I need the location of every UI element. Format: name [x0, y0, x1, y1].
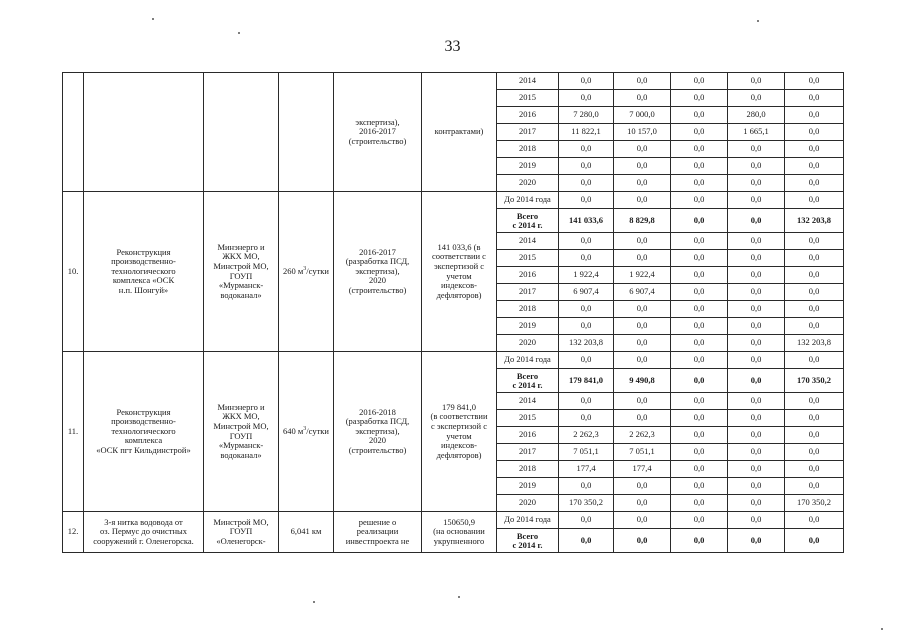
value-cell-col2: 8 829,8	[614, 209, 671, 233]
project-name-cell-line: комплекса	[124, 435, 163, 446]
scan-speck	[152, 18, 154, 20]
value-cell-col3: 0,0	[671, 512, 728, 529]
value-cell-col4: 0,0	[728, 335, 785, 352]
value-cell-col3: 0,0	[671, 318, 728, 335]
value-cell-col4: 0,0	[728, 233, 785, 250]
value-cell-col5: 0,0	[785, 529, 844, 553]
cost-basis-cell-line: 141 033,6 (в	[437, 241, 481, 252]
project-name-cell-line: технологического	[111, 425, 176, 436]
value-cell-col5: 0,0	[785, 73, 844, 90]
cost-basis-cell-line: 179 841,0	[442, 401, 476, 412]
value-cell-col5: 0,0	[785, 175, 844, 192]
year-cell: 2019	[497, 318, 559, 335]
implementation-stage-cell	[334, 73, 422, 192]
value-cell-col5: 0,0	[785, 141, 844, 158]
value-cell-col2: 0,0	[614, 495, 671, 512]
value-cell-col5: 132 203,8	[785, 335, 844, 352]
capacity-unit-exponent: 3	[303, 265, 307, 272]
value-cell-col3: 0,0	[671, 410, 728, 427]
responsible-org-cell-line: Минэнерго и	[217, 241, 265, 252]
cost-basis-cell-line: 150650,9	[443, 516, 475, 527]
cost-basis-cell-line: учетом	[446, 430, 472, 441]
capacity-unit-exponent: 3	[303, 425, 307, 432]
value-cell-col4: 0,0	[728, 369, 785, 393]
project-name-cell-line: 3-я нитка водовода от	[104, 516, 183, 527]
value-cell-col1: 0,0	[559, 250, 614, 267]
value-cell-col5: 132 203,8	[785, 209, 844, 233]
year-cell: 2014	[497, 233, 559, 250]
value-cell-col5: 0,0	[785, 233, 844, 250]
value-cell-col5: 0,0	[785, 90, 844, 107]
implementation-stage-cell-line: (строительство)	[348, 444, 407, 455]
value-cell-col2: 0,0	[614, 250, 671, 267]
value-cell-col4: 1 665,1	[728, 124, 785, 141]
cost-basis-cell-line: укрупненного	[433, 535, 485, 546]
value-cell-col2: 0,0	[614, 512, 671, 529]
value-cell-col4: 0,0	[728, 141, 785, 158]
year-cell: 2019	[497, 478, 559, 495]
value-cell-col4: 0,0	[728, 410, 785, 427]
year-cell: 2014	[497, 393, 559, 410]
value-cell-col4: 0,0	[728, 495, 785, 512]
value-cell-col1: 7 280,0	[559, 107, 614, 124]
value-cell-col2: 2 262,3	[614, 427, 671, 444]
capacity-unit: /сутки	[306, 265, 329, 276]
value-cell-col3: 0,0	[671, 369, 728, 393]
value-cell-col4: 0,0	[728, 192, 785, 209]
implementation-stage-cell	[334, 512, 422, 553]
value-cell-col4: 0,0	[728, 444, 785, 461]
value-cell-col2: 0,0	[614, 233, 671, 250]
implementation-stage-cell-line: экспертиза),	[355, 116, 400, 127]
responsible-org-cell	[204, 73, 279, 192]
value-cell-col4: 0,0	[728, 73, 785, 90]
value-cell-col2: 0,0	[614, 175, 671, 192]
project-name-cell-line: н.п. Шонгуй»	[118, 284, 169, 295]
value-cell-col3: 0,0	[671, 284, 728, 301]
value-cell-col4: 0,0	[728, 393, 785, 410]
cost-basis-cell-line: экспертизой с	[433, 260, 485, 271]
value-cell-col1: 0,0	[559, 175, 614, 192]
year-cell: 2017	[497, 284, 559, 301]
project-name-cell-line: технологического	[111, 265, 176, 276]
value-cell-col5: 0,0	[785, 158, 844, 175]
year-cell: 2017	[497, 124, 559, 141]
value-cell-col4: 0,0	[728, 427, 785, 444]
value-cell-col5: 0,0	[785, 444, 844, 461]
implementation-stage-cell-line: экспертиза),	[355, 265, 400, 276]
value-cell-col2: 0,0	[614, 393, 671, 410]
value-cell-col1: 0,0	[559, 192, 614, 209]
value-cell-col5: 0,0	[785, 318, 844, 335]
cost-basis-cell	[422, 73, 497, 192]
cost-basis-cell-line: соответствии с	[432, 251, 486, 262]
value-cell-col3: 0,0	[671, 335, 728, 352]
value-cell-col1: 0,0	[559, 512, 614, 529]
cost-basis-cell-line: (на основании	[433, 526, 485, 537]
cost-basis-cell	[422, 192, 497, 352]
implementation-stage-cell-line: (строительство)	[348, 284, 407, 295]
value-cell-col2: 0,0	[614, 301, 671, 318]
value-cell-col1: 2 262,3	[559, 427, 614, 444]
value-cell-col3: 0,0	[671, 461, 728, 478]
year-cell: 2018	[497, 141, 559, 158]
value-cell-col4: 0,0	[728, 529, 785, 553]
value-cell-col2: 10 157,0	[614, 124, 671, 141]
year-cell: 2016	[497, 107, 559, 124]
value-cell-col2: 9 490,8	[614, 369, 671, 393]
year-cell: 2015	[497, 250, 559, 267]
project-name-cell-line: Реконструкция	[116, 406, 171, 417]
responsible-org-cell-line: Минстрой МО,	[213, 420, 269, 431]
scan-speck	[881, 628, 883, 630]
total-since-2014-label-line: Всего	[516, 370, 539, 381]
capacity-value: 260 м	[283, 265, 304, 276]
value-cell-col3: 0,0	[671, 233, 728, 250]
project-name-cell-line: оз. Пермус до очистных	[100, 526, 187, 537]
value-cell-col2: 0,0	[614, 529, 671, 553]
year-cell: 2018	[497, 301, 559, 318]
value-cell-col4: 0,0	[728, 461, 785, 478]
capacity-cell	[279, 73, 334, 192]
value-cell-col5: 0,0	[785, 301, 844, 318]
value-cell-col1: 0,0	[559, 301, 614, 318]
implementation-stage-cell-line: решение о	[358, 516, 397, 527]
value-cell-col5: 0,0	[785, 250, 844, 267]
value-cell-col4: 0,0	[728, 512, 785, 529]
scan-speck	[458, 596, 460, 598]
value-cell-col1: 0,0	[559, 393, 614, 410]
value-cell-col4: 0,0	[728, 318, 785, 335]
value-cell-col1: 0,0	[559, 233, 614, 250]
responsible-org-cell-line: «Оленегорск-	[216, 535, 266, 546]
row-number-cell: 11.	[63, 352, 84, 512]
table-row	[63, 512, 844, 529]
value-cell-col2: 0,0	[614, 158, 671, 175]
implementation-stage-cell-line: 2020	[369, 435, 386, 446]
project-name-cell-line: «ОСК пгт Кильдинстрой»	[96, 444, 191, 455]
until-2014-label: До 2014 года	[497, 192, 559, 209]
value-cell-col4: 0,0	[728, 250, 785, 267]
project-name-cell	[84, 352, 204, 512]
table-row	[63, 192, 844, 209]
implementation-stage-cell	[334, 192, 422, 352]
year-cell: 2017	[497, 444, 559, 461]
project-name-cell-line: Реконструкция	[116, 246, 171, 257]
until-2014-label: До 2014 года	[497, 352, 559, 369]
total-since-2014-label-line: Всего	[516, 210, 539, 221]
project-name-cell	[84, 512, 204, 553]
value-cell-col4: 280,0	[728, 107, 785, 124]
value-cell-col1: 0,0	[559, 73, 614, 90]
value-cell-col1: 0,0	[559, 478, 614, 495]
project-name-cell-line: комплекса «ОСК	[112, 275, 175, 286]
responsible-org-cell-line: ГОУП	[229, 526, 253, 537]
value-cell-col1: 0,0	[559, 141, 614, 158]
value-cell-col3: 0,0	[671, 73, 728, 90]
responsible-org-cell-line: водоканал»	[220, 449, 262, 460]
value-cell-col3: 0,0	[671, 427, 728, 444]
implementation-stage-cell	[334, 352, 422, 512]
value-cell-col4: 0,0	[728, 175, 785, 192]
value-cell-col5: 0,0	[785, 512, 844, 529]
project-name-cell-line: сооружений г. Оленегорска.	[93, 535, 194, 546]
value-cell-col2: 0,0	[614, 478, 671, 495]
cost-basis-cell	[422, 352, 497, 512]
value-cell-col3: 0,0	[671, 529, 728, 553]
value-cell-col4: 0,0	[728, 158, 785, 175]
value-cell-col1: 7 051,1	[559, 444, 614, 461]
value-cell-col2: 0,0	[614, 335, 671, 352]
project-name-cell	[84, 73, 204, 192]
implementation-stage-cell-line: (строительство)	[348, 135, 407, 146]
table-row	[63, 73, 844, 90]
responsible-org-cell-line: Минстрой МО,	[213, 516, 269, 527]
responsible-org-cell-line: «Мурманск-	[218, 440, 264, 451]
value-cell-col3: 0,0	[671, 107, 728, 124]
responsible-org-cell-line: ЖКХ МО,	[222, 411, 260, 422]
implementation-stage-cell-line: 2016-2017	[359, 246, 396, 257]
value-cell-col1: 132 203,8	[559, 335, 614, 352]
project-name-cell-line: производственно-	[111, 256, 176, 267]
value-cell-col4: 0,0	[728, 352, 785, 369]
value-cell-col2: 0,0	[614, 352, 671, 369]
value-cell-col2: 7 051,1	[614, 444, 671, 461]
table-row	[63, 352, 844, 369]
total-since-2014-label-line: Всего	[516, 530, 539, 541]
year-cell: 2014	[497, 73, 559, 90]
value-cell-col2: 7 000,0	[614, 107, 671, 124]
project-name-cell-line: производственно-	[111, 416, 176, 427]
cost-basis-cell-line: дефляторов)	[436, 449, 482, 460]
total-since-2014-label-line: с 2014 г.	[512, 219, 543, 230]
value-cell-col1: 6 907,4	[559, 284, 614, 301]
value-cell-col1: 179 841,0	[559, 369, 614, 393]
value-cell-col1: 11 822,1	[559, 124, 614, 141]
value-cell-col1: 0,0	[559, 318, 614, 335]
table-body	[63, 73, 844, 553]
value-cell-col3: 0,0	[671, 444, 728, 461]
responsible-org-cell-line: ГОУП	[229, 430, 253, 441]
value-cell-col1: 0,0	[559, 410, 614, 427]
cost-basis-cell-line: индексов-	[441, 280, 477, 291]
value-cell-col4: 0,0	[728, 478, 785, 495]
value-cell-col3: 0,0	[671, 192, 728, 209]
value-cell-col5: 170 350,2	[785, 495, 844, 512]
value-cell-col3: 0,0	[671, 267, 728, 284]
year-cell: 2018	[497, 461, 559, 478]
value-cell-col4: 0,0	[728, 267, 785, 284]
implementation-stage-cell-line: реализации	[356, 526, 399, 537]
responsible-org-cell-line: водоканал»	[220, 289, 262, 300]
value-cell-col3: 0,0	[671, 141, 728, 158]
value-cell-col1: 141 033,6	[559, 209, 614, 233]
value-cell-col5: 0,0	[785, 284, 844, 301]
value-cell-col3: 0,0	[671, 158, 728, 175]
value-cell-col3: 0,0	[671, 175, 728, 192]
value-cell-col1: 1 922,4	[559, 267, 614, 284]
investment-program-table	[62, 72, 844, 553]
value-cell-col5: 0,0	[785, 267, 844, 284]
implementation-stage-cell-line: (разработка ПСД,	[345, 256, 410, 267]
value-cell-col2: 0,0	[614, 90, 671, 107]
year-cell: 2020	[497, 175, 559, 192]
value-cell-col4: 0,0	[728, 301, 785, 318]
capacity-cell	[279, 352, 334, 512]
project-name-cell	[84, 192, 204, 352]
value-cell-col5: 0,0	[785, 192, 844, 209]
capacity-cell	[279, 192, 334, 352]
value-cell-col5: 0,0	[785, 107, 844, 124]
value-cell-col5: 0,0	[785, 124, 844, 141]
value-cell-col1: 0,0	[559, 158, 614, 175]
cost-basis-cell-line: (в соответствии	[430, 411, 488, 422]
value-cell-col1: 0,0	[559, 529, 614, 553]
value-cell-col3: 0,0	[671, 495, 728, 512]
value-cell-col1: 0,0	[559, 352, 614, 369]
implementation-stage-cell-line: экспертиза),	[355, 425, 400, 436]
value-cell-col2: 0,0	[614, 318, 671, 335]
value-cell-col5: 0,0	[785, 427, 844, 444]
value-cell-col2: 0,0	[614, 410, 671, 427]
responsible-org-cell-line: Минэнерго и	[217, 401, 265, 412]
value-cell-col5: 0,0	[785, 410, 844, 427]
responsible-org-cell-line: «Мурманск-	[218, 280, 264, 291]
responsible-org-cell-line: ГОУП	[229, 270, 253, 281]
year-cell: 2019	[497, 158, 559, 175]
implementation-stage-cell-line: 2020	[369, 275, 386, 286]
total-since-2014-label	[497, 209, 559, 233]
cost-basis-cell-line: учетом	[446, 270, 472, 281]
year-cell: 2020	[497, 335, 559, 352]
year-cell: 2015	[497, 410, 559, 427]
capacity-value: 640 м	[283, 425, 304, 436]
scan-speck	[313, 601, 315, 603]
scan-speck	[757, 20, 759, 22]
cost-basis-cell	[422, 512, 497, 553]
responsible-org-cell	[204, 352, 279, 512]
row-number-cell	[63, 73, 84, 192]
cost-basis-cell-line: контрактами)	[434, 126, 484, 137]
value-cell-col3: 0,0	[671, 250, 728, 267]
responsible-org-cell	[204, 512, 279, 553]
value-cell-col5: 0,0	[785, 393, 844, 410]
responsible-org-cell	[204, 192, 279, 352]
implementation-stage-cell-line: инвестпроекта не	[345, 535, 410, 546]
row-number-cell: 12.	[63, 512, 84, 553]
total-since-2014-label-line: с 2014 г.	[512, 539, 543, 550]
total-since-2014-label	[497, 369, 559, 393]
value-cell-col3: 0,0	[671, 393, 728, 410]
value-cell-col5: 0,0	[785, 461, 844, 478]
capacity-cell: 6,041 км	[279, 512, 334, 553]
value-cell-col4: 0,0	[728, 90, 785, 107]
value-cell-col3: 0,0	[671, 124, 728, 141]
value-cell-col3: 0,0	[671, 478, 728, 495]
responsible-org-cell-line: ЖКХ МО,	[222, 251, 260, 262]
year-cell: 2015	[497, 90, 559, 107]
value-cell-col1: 170 350,2	[559, 495, 614, 512]
scan-speck	[238, 32, 240, 34]
value-cell-col5: 0,0	[785, 352, 844, 369]
implementation-stage-cell-line: 2016-2017	[359, 126, 396, 137]
capacity-unit: /сутки	[306, 425, 329, 436]
value-cell-col3: 0,0	[671, 301, 728, 318]
value-cell-col2: 0,0	[614, 192, 671, 209]
page-number: 33	[444, 38, 461, 55]
value-cell-col4: 0,0	[728, 284, 785, 301]
value-cell-col5: 0,0	[785, 478, 844, 495]
value-cell-col3: 0,0	[671, 352, 728, 369]
year-cell: 2016	[497, 427, 559, 444]
value-cell-col1: 177,4	[559, 461, 614, 478]
total-since-2014-label	[497, 529, 559, 553]
cost-basis-cell-line: индексов-	[441, 440, 477, 451]
responsible-org-cell-line: Минстрой МО,	[213, 260, 269, 271]
cost-basis-cell-line: с экспертизой с	[431, 420, 487, 431]
value-cell-col5: 170 350,2	[785, 369, 844, 393]
total-since-2014-label-line: с 2014 г.	[512, 379, 543, 390]
year-cell: 2020	[497, 495, 559, 512]
value-cell-col2: 1 922,4	[614, 267, 671, 284]
value-cell-col3: 0,0	[671, 90, 728, 107]
value-cell-col2: 177,4	[614, 461, 671, 478]
cost-basis-cell-line: дефляторов)	[436, 289, 482, 300]
value-cell-col3: 0,0	[671, 209, 728, 233]
value-cell-col2: 6 907,4	[614, 284, 671, 301]
until-2014-label: До 2014 года	[497, 512, 559, 529]
value-cell-col4: 0,0	[728, 209, 785, 233]
row-number-cell: 10.	[63, 192, 84, 352]
implementation-stage-cell-line: 2016-2018	[359, 406, 396, 417]
value-cell-col2: 0,0	[614, 73, 671, 90]
value-cell-col1: 0,0	[559, 90, 614, 107]
implementation-stage-cell-line: (разработка ПСД,	[345, 416, 410, 427]
year-cell: 2016	[497, 267, 559, 284]
value-cell-col2: 0,0	[614, 141, 671, 158]
